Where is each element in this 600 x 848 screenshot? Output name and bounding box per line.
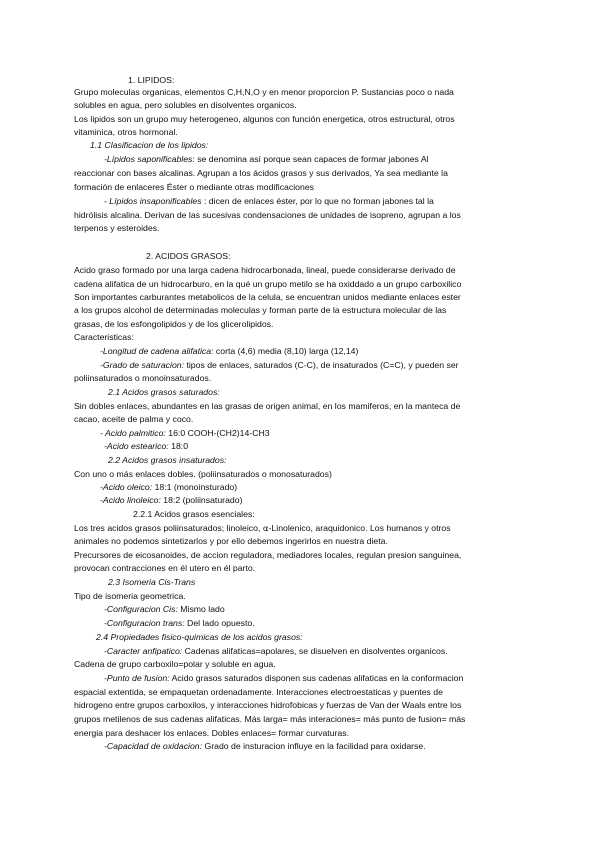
item-trans [104,617,255,630]
item-label: - Lípidos insaponificables [104,196,202,206]
item-text: corta (4,6) media (8,10) larga (12,14) [213,346,359,356]
item-saturacion [100,359,459,372]
item-saponificables [104,153,429,166]
paragraph-line: Los lipidos son un grupo muy heterogeneo, algunos con función energetica, otros estructural, otros [74,114,455,124]
paragraph-line: Caracteristicas: [74,332,134,342]
item-text: 18:0 [168,441,189,451]
item-cis [104,603,225,616]
paragraph-line: grupos metilenos de sus cadenas alifaticas. Más larga= más interaciones= más punto de fusion= más [74,714,466,724]
paragraph-line: hidrólisis alcalina. Derivan de las sucesivas condensaciones de unidades de isopreno, agrupan a los [74,210,461,220]
paragraph-line: formación de enlaceres Éster o mediante otras modificaciones [74,182,314,192]
paragraph-line: reaccionar con bases alcalinas. Agrupan a los ácidos grasos y sus derivados, Ya sea mediante la [74,168,448,178]
item-text: 18:1 (monoinsturado) [152,482,238,492]
paragraph-line: a los grupos alcohol de determinadas moleculas y forman parte de la estructura molecular de las [74,305,447,315]
item-palmitico [100,427,270,440]
item-estearico [104,440,188,453]
item-longitud [100,345,358,358]
paragraph-line: energia para deshacer los enlaces. Dobles enlaces= formar curvaturas. [74,728,350,738]
paragraph-line: solubles en agua, pero solubles en disolventes organicos. [74,100,297,110]
paragraph-line: Grupo moleculas organicas, elementos C,H,N,O y en menor proporcion P. Sustancias poco o nada [74,87,454,97]
item-oxidacion [104,740,426,753]
item-label: -Longitud de cadena alifatica: [100,346,214,356]
paragraph-line: poliinsaturados o monoinsaturados. [74,373,212,383]
subheading-propiedades: 2.4 Propiedades fisico-quimicas de los acidos grasos: [96,632,303,642]
item-label: -Acido oleico: [100,482,153,492]
item-label: -Capacidad de oxidacion: [104,741,203,751]
subheading-esenciales: 2.2.1 Acidos grasos esenciales: [133,509,255,519]
item-text: : dicen de enlaces éster, por lo que no forman jabones tal la [201,196,434,206]
subheading-saturados: 2.1 Acidos grasos saturados: [108,387,220,397]
paragraph-line: vitaminica, otros hormonal. [74,127,178,137]
item-label: -Punto de fusion: [104,673,170,683]
item-label: -Configuracion trans: [104,618,185,628]
item-text: tipos de enlaces, saturados (C-C), de insaturados (C=C), y pueden ser [184,360,459,370]
heading-lipidos: 1. LIPIDOS: [128,75,175,85]
item-text: 18:2 (poliinsaturado) [160,495,243,505]
paragraph-line: espacial extentida, se empaquetan ordenadamente. Interacciones electroestaticas y puentes de [74,687,443,697]
item-label: -Configuracion Cis: [104,604,178,614]
item-text: Acido grasos saturados disponen sus cadenas alifaticas en la conformacion [169,673,464,683]
item-label: -Grado de saturacion: [100,360,185,370]
subheading-isomeria: 2.3 Isomeria Cis-Trans [108,577,196,587]
paragraph-line: Con uno o más enlaces dobles. (poliinsaturados o monosaturados) [74,469,332,479]
paragraph-line: Los tres acidos grasos poliinsaturados; linoleico, ⍺-Linolenico, araquidonico. Los humanos y otros [74,523,451,533]
item-punto-fusion [104,672,463,685]
item-label: -Lípidos saponificables [104,154,193,164]
paragraph-line: Cadena de grupo carboxilo=polar y soluble en agua. [74,659,276,669]
item-label: -Caracter anfipatico: [104,646,183,656]
paragraph-line: terpenos y esteroides. [74,223,160,233]
item-text: 16:0 COOH-(CH2)14-CH3 [165,428,270,438]
item-text: Del lado opuesto. [184,618,255,628]
item-anfipatico [104,645,448,658]
item-oleico [100,481,237,494]
item-text: Grado de insturacion influye en la facilidad para oxidarse. [202,741,426,751]
paragraph-line: Tipo de isomeria geometrica. [74,591,186,601]
item-label: - Acido palmitico: [100,428,166,438]
paragraph-line: Sin dobles enlaces, abundantes en las grasas de origen animal, en los mamiferos, en la manteca de [74,401,461,411]
item-text: Cadenas alifaticas=apolares, se disuelven en disolventes organicos. [182,646,448,656]
heading-acidos-grasos: 2. ACIDOS GRASOS: [146,251,231,261]
paragraph-line: Acido graso formado por una larga cadena hidrocarbonada, lineal, puede considerarse derivado de [74,265,456,275]
paragraph-line: Precursores de eicosanoides, de accion reguladora, mediadores locales, regulan presion sanguinea, [74,550,462,560]
paragraph-line: animales no podemos sintetizarlos y por ello debemos ingerirlos en nuestra dieta. [74,536,388,546]
subheading-insaturados: 2.2 Acidos grasos insaturados: [108,455,227,465]
item-insaponificables [104,195,434,208]
paragraph-line: grasas, de los esfongolipidos y de los glicerolipidos. [74,319,274,329]
item-label: -Acido linoleico: [100,495,161,505]
subheading-clasificacion: 1.1 Clasificacion de los lipidos: [90,140,209,150]
paragraph-line: cadena alifatica de un hidrocarburo, en la qué un grupo metilo se ha oxiddado a un grupo carboxilico [74,279,462,289]
item-text: : se denomina así porque sean capaces de formar jabones Al [192,154,429,164]
paragraph-line: Son importantes carburantes metabolicos de la celula, se encuentran unidos mediante enlaces ester [74,292,461,302]
paragraph-line: provocan contracciones en él utero en él parto. [74,563,256,573]
paragraph-line: cacao, aceite de palma y coco. [74,414,194,424]
item-label: -Acido estearico: [104,441,169,451]
item-linoleico [100,494,242,507]
paragraph-line: hidrogeno entre grupos carboxilos, y interacciones hidrofobicas y fuerzas de Van der Waals entre los [74,700,462,710]
item-text: Mismo lado [177,604,225,614]
